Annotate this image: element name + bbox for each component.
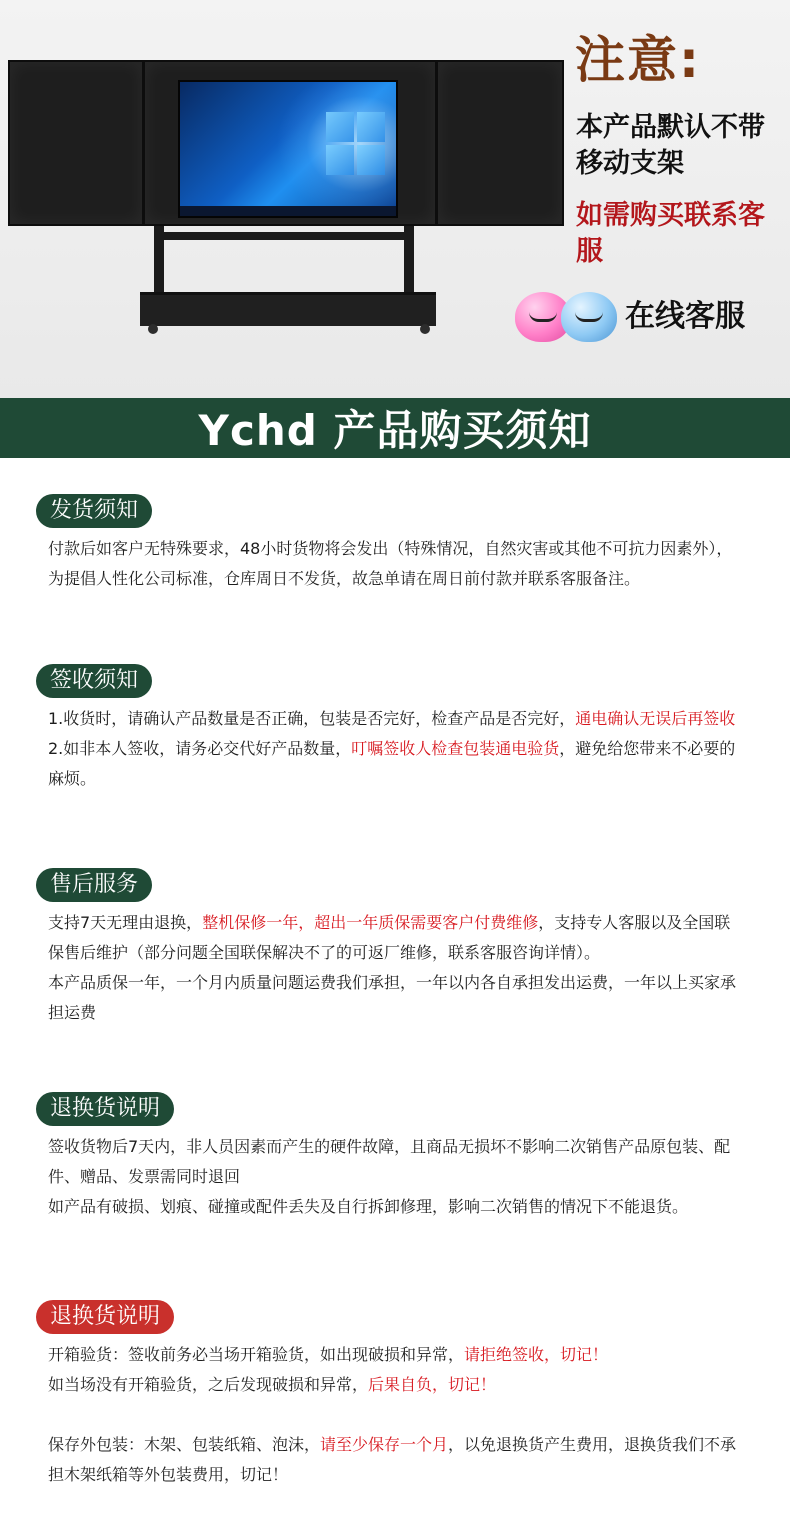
section-title-pill: 签收须知 [36, 664, 152, 698]
notice-contact-text: 如需购买联系客服 [576, 200, 765, 267]
paragraph: 1.收货时，请确认产品数量是否正确，包装是否完好，检查产品是否完好，通电确认无误后再签收 [48, 709, 736, 728]
paragraph: 本产品质保一年，一个月内质量问题运费我们承担，一年以内各自承担发出运费，一年以上买家承担运费 [48, 973, 737, 1022]
purchase-notice-title: Ychd 产品购买须知 [198, 406, 592, 455]
blackboard-right-panel [436, 60, 564, 226]
paragraph: 保存外包装：木架、包装纸箱、泡沫，请至少保存一个月，以免退换货产生费用，退换货我们不承担木架纸箱等外包装费用，切记！ [48, 1435, 737, 1484]
display-screen [178, 80, 398, 218]
section-title-pill: 退换货说明 [36, 1300, 174, 1334]
online-service-label: 在线客服 [625, 299, 745, 334]
section-body [48, 908, 738, 1028]
section-title-pill: 售后服务 [36, 868, 152, 902]
stand-crossbar [154, 232, 414, 240]
section-body [48, 704, 738, 794]
notice-title: 注意: [575, 31, 701, 89]
paragraph: 签收货物后7天内，非人员因素而产生的硬件故障，且商品无损坏不影响二次销售产品原包装、配件、赠品、发票需同时退回 [48, 1137, 731, 1186]
stand-shelf [140, 292, 436, 326]
paragraph [48, 1400, 738, 1430]
paragraph: 支持7天无理由退换，整机保修一年，超出一年质保需要客户付费维修，支持专人客服以及全国联保售后维护（部分问题全国联保解决不了的可返厂维修，联系客服咨询详情）。 [48, 913, 731, 962]
highlight-text: 请拒绝签收，切记！ [464, 1345, 609, 1364]
paragraph: 如当场没有开箱验货，之后发现破损和异常，后果自负，切记！ [48, 1375, 497, 1394]
notice-no-stand-text: 本产品默认不带移动支架 [576, 112, 765, 179]
section-body [48, 1132, 738, 1222]
blue-smiley-bubble-icon [561, 292, 617, 342]
paragraph: 2.如非本人签收，请务必交代好产品数量，叮嘱签收人检查包装通电验货，避免给您带来不必要的麻烦。 [48, 739, 736, 788]
section-body [48, 1340, 738, 1490]
blackboard-left-panel [8, 60, 144, 226]
product-hero-banner [0, 0, 790, 398]
paragraph: 开箱验货：签收前务必当场开箱验货，如出现破损和异常，请拒绝签收，切记！ [48, 1345, 609, 1364]
online-service-link[interactable] [515, 292, 745, 342]
section-title-pill: 退换货说明 [36, 1092, 174, 1126]
paragraph: 付款后如客户无特殊要求，48小时货物将会发出（特殊情况，自然灾害或其他不可抗力因素外），为提倡人性化公司标准，仓库周日不发货，故急单请在周日前付款并联系客服备注。 [48, 539, 733, 588]
highlight-text: 后果自负，切记！ [368, 1375, 497, 1394]
taskbar [180, 206, 396, 216]
caster-wheel-icon [148, 324, 158, 334]
highlight-text: 通电确认无误后再签收 [575, 709, 736, 728]
caster-wheel-icon [420, 324, 430, 334]
paragraph: 如产品有破损、划痕、碰撞或配件丢失及自行拆卸修理，影响二次销售的情况下不能退货。 [48, 1197, 689, 1216]
windows-logo-icon [326, 112, 386, 176]
section-body [48, 534, 738, 594]
purchase-notice-header [0, 398, 790, 458]
highlight-text: 叮嘱签收人检查包装通电验货 [351, 739, 560, 758]
section-title-pill: 发货须知 [36, 494, 152, 528]
highlight-text: 请至少保存一个月 [320, 1435, 449, 1454]
highlight-text: 整机保修一年，超出一年质保需要客户付费维修 [202, 913, 539, 932]
